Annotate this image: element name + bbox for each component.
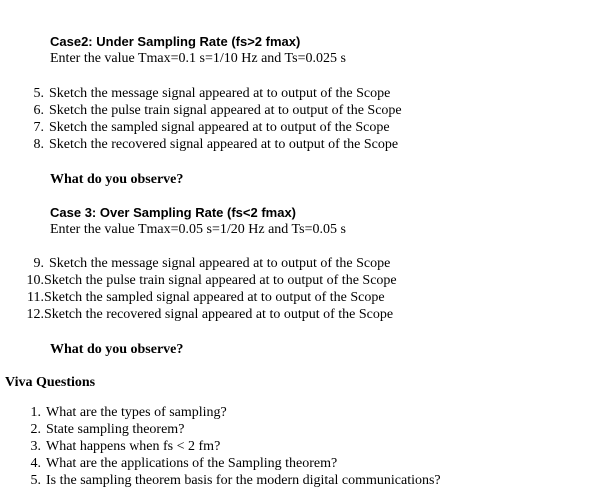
list-item-number: 11. xyxy=(27,290,44,305)
list-item xyxy=(25,85,390,102)
list-item-number: 10. xyxy=(26,273,44,288)
list-item xyxy=(25,289,385,306)
list-item-number: 4. xyxy=(30,456,41,471)
list-item xyxy=(22,404,227,421)
case2-instruction: Enter the value Tmax=0.1 s=1/10 Hz and Ts=0.025 s xyxy=(50,51,346,66)
case3-heading: Case 3: Over Sampling Rate (fs<2 fmax) xyxy=(50,205,297,220)
list-item-text: What happens when fs < 2 fm? xyxy=(46,439,221,454)
list-item-text: Sketch the message signal appeared at to output of the Scope xyxy=(49,256,391,271)
list-item xyxy=(25,255,390,272)
list-item-text: Is the sampling theorem basis for the modern digital communications? xyxy=(46,473,441,488)
list-item-text: Sketch the recovered signal appeared at to output of the Scope xyxy=(44,307,394,322)
list-item xyxy=(25,272,397,289)
list-item xyxy=(22,438,220,455)
list-item-text: What are the types of sampling? xyxy=(46,405,227,420)
case3-instruction: Enter the value Tmax=0.05 s=1/20 Hz and Ts=0.05 s xyxy=(50,222,346,237)
case2-heading: Case2: Under Sampling Rate (fs>2 fmax) xyxy=(50,34,301,49)
list-item xyxy=(25,136,398,153)
list-item-text: Sketch the message signal appeared at to output of the Scope xyxy=(49,86,391,101)
list-item xyxy=(22,455,337,472)
list-item xyxy=(25,119,390,136)
list-item-number: 7. xyxy=(33,120,44,135)
list-item xyxy=(25,102,402,119)
list-item-number: 8. xyxy=(33,137,44,152)
list-item-number: 1. xyxy=(30,405,41,420)
list-item-number: 2. xyxy=(30,422,41,437)
case3-observe-question: What do you observe? xyxy=(50,342,184,357)
list-item-number: 9. xyxy=(33,256,44,271)
list-item-number: 6. xyxy=(33,103,44,118)
list-item xyxy=(22,472,441,489)
list-item-number: 3. xyxy=(30,439,41,454)
list-item xyxy=(25,306,393,323)
list-item-number: 12. xyxy=(26,307,44,322)
list-item-number: 5. xyxy=(30,473,41,488)
list-item-text: Sketch the pulse train signal appeared at to output of the Scope xyxy=(44,273,397,288)
viva-heading: Viva Questions xyxy=(5,375,96,390)
list-item-text: Sketch the sampled signal appeared at to output of the Scope xyxy=(44,290,385,305)
list-item-text: State sampling theorem? xyxy=(46,422,185,437)
list-item-number: 5. xyxy=(33,86,44,101)
case2-observe-question: What do you observe? xyxy=(50,172,184,187)
list-item-text: What are the applications of the Sampling theorem? xyxy=(46,456,338,471)
list-item-text: Sketch the sampled signal appeared at to output of the Scope xyxy=(49,120,390,135)
list-item-text: Sketch the recovered signal appeared at to output of the Scope xyxy=(49,137,399,152)
list-item xyxy=(22,421,184,438)
list-item-text: Sketch the pulse train signal appeared at to output of the Scope xyxy=(49,103,402,118)
